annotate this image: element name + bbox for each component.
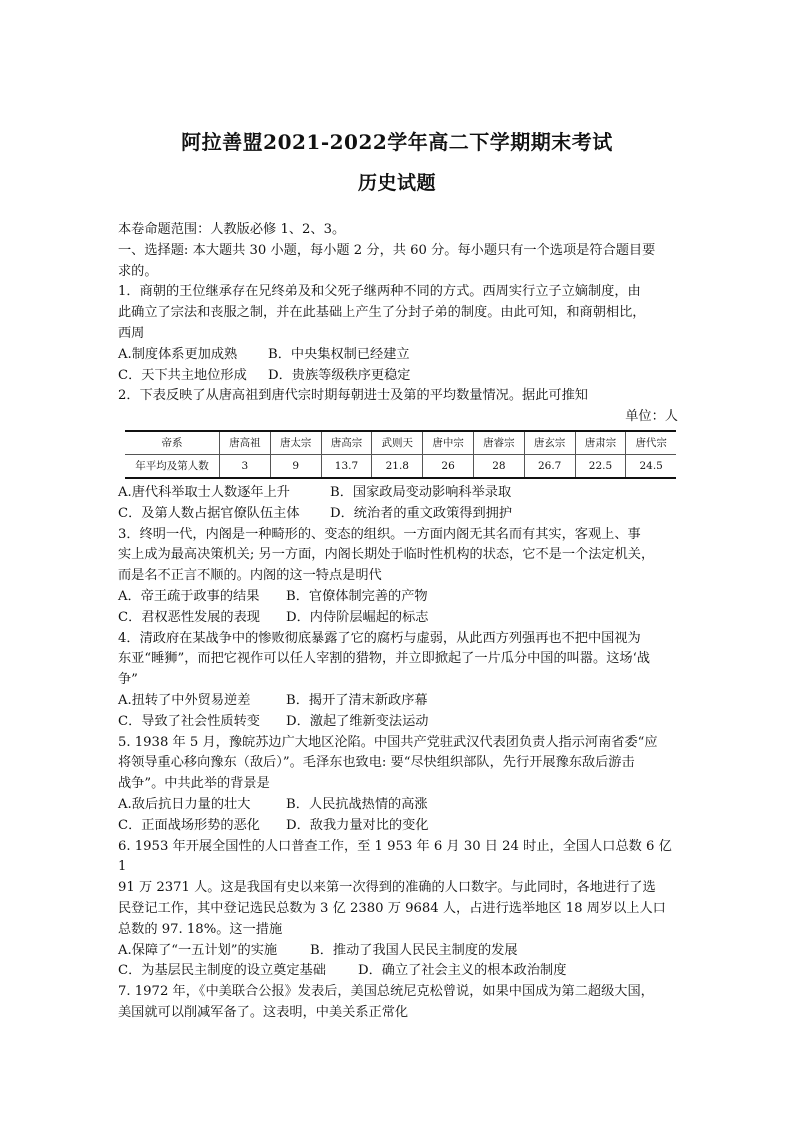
option-a[interactable]: A.保障了“一五计划”的实施 bbox=[118, 942, 278, 958]
section-instruction: 一、选择题: 本大题共 30 小题，每小题 2 分，共 60 分。每小题只有一个选项是符合题目要 bbox=[118, 242, 656, 258]
question-1-stem: 西周 bbox=[118, 325, 145, 341]
table-header-cell: 唐中宗 bbox=[423, 431, 474, 455]
table-header-cell: 唐太宗 bbox=[270, 431, 321, 455]
question-1-options bbox=[118, 345, 678, 366]
jinshi-table bbox=[125, 430, 676, 479]
section-instruction: 求的。 bbox=[118, 263, 158, 279]
question-1-stem: 此确立了宗法和丧服之制，并在此基础上产生了分封子弟的制度。由此可知，和商朝相比， bbox=[118, 305, 646, 321]
question-6-options bbox=[118, 941, 678, 962]
question-3-stem: 3．终明一代，内阁是一种畸形的、变态的组织。一方面内阁无其名而有其实，客观上、事 bbox=[118, 526, 641, 542]
question-3-stem: 实上成为最高决策机关; 另一方面，内阁长期处于临时性机构的状态，它不是一个法定机关， bbox=[118, 547, 655, 563]
question-1-stem: 1．商朝的王位继承存在兄终弟及和父死子继两种不同的方式。西周实行立子立嫡制度，由 bbox=[118, 284, 641, 300]
option-b[interactable]: B．推动了我国人民民主制度的发展 bbox=[310, 942, 518, 958]
question-5-stem: 战争”。中共此举的背景是 bbox=[118, 776, 270, 792]
question-7-stem: 美国就可以削减军备了。这表明，中美关系正常化 bbox=[118, 1004, 409, 1020]
table-header-cell: 唐高宗 bbox=[321, 431, 372, 455]
option-d[interactable]: D．统治者的重文政策得到拥护 bbox=[330, 505, 513, 521]
option-b[interactable]: B．国家政局变动影响科举录取 bbox=[330, 484, 512, 500]
table-cell: 3 bbox=[220, 454, 271, 478]
option-b[interactable]: B．揭开了清末新政序幕 bbox=[286, 692, 428, 708]
question-6-options bbox=[118, 961, 678, 982]
table-cell: 13.7 bbox=[321, 454, 372, 478]
option-c[interactable]: C．天下共主地位形成 bbox=[118, 367, 247, 383]
table-cell: 22.5 bbox=[575, 454, 626, 478]
option-b[interactable]: B．人民抗战热情的高涨 bbox=[286, 796, 428, 812]
option-a[interactable]: A.唐代科举取士人数逐年上升 bbox=[118, 484, 290, 500]
question-5-options bbox=[118, 795, 678, 816]
question-5-stem: 5. 1938 年 5 月，豫皖苏边广大地区沦陷。中国共产党驻武汉代表团负责人指示河南省委“应 bbox=[118, 734, 658, 750]
question-2-stem: 2．下表反映了从唐高祖到唐代宗时期每朝进士及第的平均数量情况。据此可推知 bbox=[118, 388, 588, 404]
option-b[interactable]: B．中央集权制已经建立 bbox=[268, 346, 410, 362]
option-c[interactable]: C．正面战场形势的恶化 bbox=[118, 817, 260, 833]
question-5-options bbox=[118, 816, 678, 837]
table-cell: 9 bbox=[270, 454, 321, 478]
table-cell: 26 bbox=[423, 454, 474, 478]
table-header-cell: 唐肃宗 bbox=[575, 431, 626, 455]
question-4-stem: 东亚“睡狮”，而把它视作可以任人宰割的猎物，并立即掀起了一片瓜分中国的叫嚣。这场‘战 bbox=[118, 651, 650, 667]
exam-title: 阿拉善盟2021-2022学年高二下学期期末考试 bbox=[181, 130, 613, 154]
question-3-stem: 而是名不正言不顺的。内阁的这一特点是明代 bbox=[118, 568, 382, 584]
option-d[interactable]: D．激起了维新变法运动 bbox=[286, 713, 429, 729]
question-4-options bbox=[118, 712, 678, 733]
question-6-stem: 91 万 2371 人。这是我国有史以来第一次得到的准确的人口数字。与此同时，各地进行了选 bbox=[118, 880, 656, 896]
table-header-cell: 武则天 bbox=[372, 431, 423, 455]
option-a[interactable]: A.扭转了中外贸易逆差 bbox=[118, 692, 251, 708]
option-c[interactable]: C．君权恶性发展的表现 bbox=[118, 609, 260, 625]
question-2-options bbox=[118, 483, 678, 504]
option-d[interactable]: D．敌我力量对比的变化 bbox=[286, 817, 429, 833]
question-6-stem: 6. 1953 年开展全国性的人口普查工作，至 1 953 年 6 月 30 日 24 时止，全国人口总数 6 亿 1 bbox=[118, 838, 672, 875]
question-6-stem: 总数的 97. 18%。这一措施 bbox=[118, 921, 283, 937]
scope-line: 本卷命题范围：人教版必修 1、2、3。 bbox=[118, 222, 346, 237]
option-d[interactable]: D．内侍阶层崛起的标志 bbox=[286, 609, 429, 625]
question-5-stem: 将领导重心移向豫东（敌后）”。毛泽东也致电: 要“尽快组织部队，先行开展豫东敌后游击 bbox=[118, 755, 635, 771]
exam-subtitle: 历史试题 bbox=[357, 172, 436, 194]
table-cell: 28 bbox=[473, 454, 524, 478]
table-header-cell: 帝系 bbox=[125, 431, 220, 455]
option-a[interactable]: A．帝王疏于政事的结果 bbox=[118, 588, 260, 604]
option-c[interactable]: C．为基层民主制度的设立奠定基础 bbox=[118, 963, 326, 979]
table-header-cell: 唐高祖 bbox=[220, 431, 271, 455]
question-4-stem: 争” bbox=[118, 672, 138, 688]
unit-label: 单位：人 bbox=[625, 409, 678, 425]
option-a[interactable]: A.制度体系更加成熟 bbox=[118, 346, 238, 362]
question-4-stem: 4．清政府在某战争中的惨败彻底暴露了它的腐朽与虚弱，从此西方列强再也不把中国视为 bbox=[118, 630, 641, 646]
option-b[interactable]: B．官僚体制完善的产物 bbox=[286, 588, 428, 604]
table-cell: 26.7 bbox=[524, 454, 575, 478]
question-7-stem: 7. 1972 年，《中美联合公报》发表后，美国总统尼克松曾说，如果中国成为第二超级大国， bbox=[118, 984, 654, 1000]
question-4-options bbox=[118, 691, 678, 712]
table-cell: 21.8 bbox=[372, 454, 423, 478]
table-header-cell: 唐代宗 bbox=[626, 431, 676, 455]
table-row bbox=[125, 454, 676, 478]
option-c[interactable]: C．及第人数占据官僚队伍主体 bbox=[118, 505, 300, 521]
question-3-options bbox=[118, 608, 678, 629]
option-d[interactable]: D．贵族等级秩序更稳定 bbox=[268, 367, 411, 383]
table-header-cell: 唐玄宗 bbox=[524, 431, 575, 455]
option-a[interactable]: A.敌后抗日力量的壮大 bbox=[118, 796, 251, 812]
question-6-stem: 民登记工作，其中登记选民总数为 3 亿 2380 万 9684 人，占进行选举地区 18 周岁以上人口 bbox=[118, 900, 666, 916]
table-cell: 24.5 bbox=[626, 454, 676, 478]
exam-body bbox=[118, 220, 678, 1024]
table-header-row bbox=[125, 431, 676, 455]
table-header-cell: 唐睿宗 bbox=[473, 431, 524, 455]
question-2-options bbox=[118, 504, 678, 525]
option-c[interactable]: C．导致了社会性质转变 bbox=[118, 713, 260, 729]
table-cell: 年平均及第人数 bbox=[125, 454, 220, 478]
option-d[interactable]: D．确立了社会主义的根本政治制度 bbox=[358, 963, 567, 979]
question-3-options bbox=[118, 587, 678, 608]
question-1-options bbox=[118, 366, 678, 387]
